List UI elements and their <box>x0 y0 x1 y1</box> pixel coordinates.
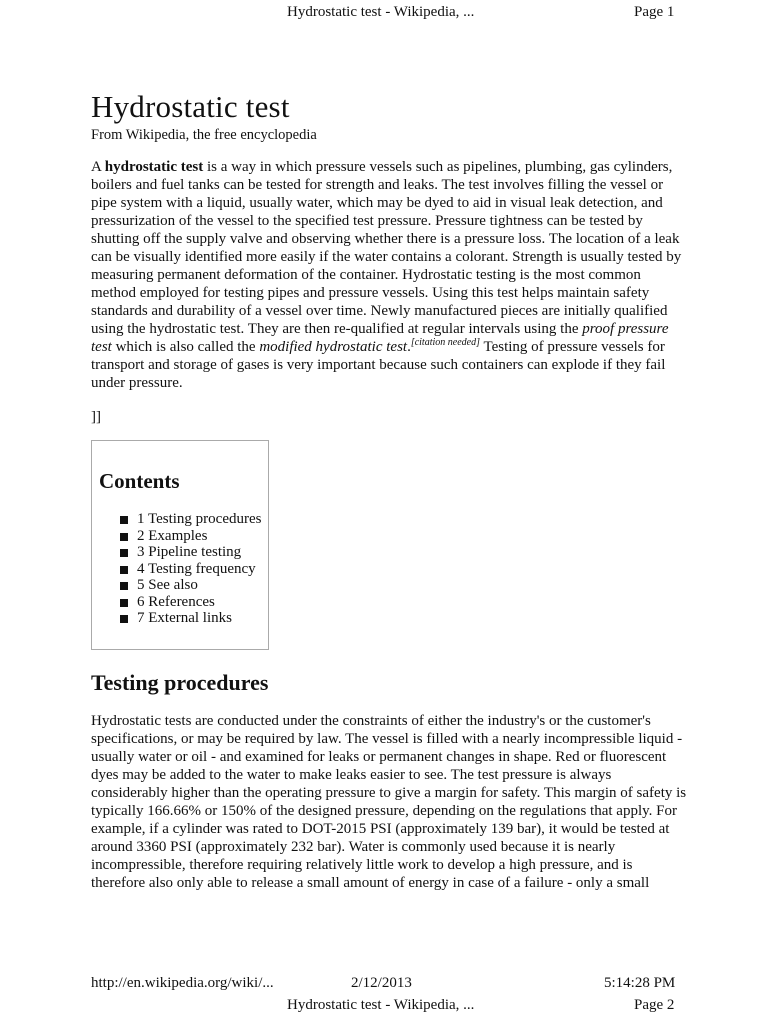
stray-brackets: ]] <box>91 409 101 425</box>
toc-item-see-also[interactable]: 5 See also <box>120 577 261 594</box>
page-header <box>0 2 768 22</box>
intro-paragraph <box>91 158 686 392</box>
footer-time: 5:14:28 PM <box>604 975 676 991</box>
square-bullet-icon <box>120 599 128 607</box>
square-bullet-icon <box>120 549 128 557</box>
page-title: Hydrostatic test <box>91 89 290 124</box>
toc-item-examples[interactable]: 2 Examples <box>120 528 261 545</box>
toc-title: Contents <box>99 469 180 493</box>
section-body: Hydrostatic tests are conducted under the constraints of either the industry's or the customer's specifications, or may be required by law. The vessel is filled with a nearly incompressible liquid - usually water or oil - and examined for leaks or permanent changes in shape. Red or fluorescent dyes may be added to the water to make leaks easier to see. The test pressure is always considerably higher than the operating pressure to give a margin for safety. This margin of safety is typically 166.66% or 150% of the designed pressure, depending on the regulations that apply. For example, if a cylinder was rated to DOT-2015 PSI (approximately 139 bar), it would be tested at around 3360 PSI (approximately 232 bar). Water is commonly used because it is nearly incompressible, therefore requiring relatively little work to develop a high pressure, and is therefore also only able to release a small amount of energy in case of a failure - only a small <box>91 713 687 891</box>
modified-hydrostatic-test-link[interactable]: modified hydrostatic test <box>259 339 408 355</box>
intro-body-3: . <box>407 339 411 355</box>
toc-item-pipeline-testing[interactable]: 3 Pipeline testing <box>120 544 261 561</box>
toc-item-testing-frequency[interactable]: 4 Testing frequency <box>120 561 261 578</box>
table-of-contents <box>91 440 269 650</box>
toc-item-external-links[interactable]: 7 External links <box>120 610 261 627</box>
toc-list <box>120 511 261 627</box>
citation-needed-link[interactable]: [citation needed] <box>410 337 480 348</box>
square-bullet-icon <box>120 615 128 623</box>
footer-title: Hydrostatic test - Wikipedia, ... <box>287 997 475 1013</box>
intro-body-4: Testing of pressure vessels for transport and storage of gases is very important because such containers can explode if they fail under pressure. <box>91 339 666 391</box>
header-title: Hydrostatic test - Wikipedia, ... <box>287 4 475 20</box>
square-bullet-icon <box>120 516 128 524</box>
tagline: From Wikipedia, the free encyclopedia <box>91 127 317 143</box>
intro-lead: A <box>91 159 105 175</box>
footer-page-number: Page 2 <box>634 997 675 1013</box>
header-page-number: Page 1 <box>634 4 675 20</box>
square-bullet-icon <box>120 533 128 541</box>
toc-item-references[interactable]: 6 References <box>120 594 261 611</box>
intro-bold-term: hydrostatic test <box>104 159 204 175</box>
footer-date: 2/12/2013 <box>351 975 412 991</box>
toc-item-testing-procedures[interactable]: 1 Testing procedures <box>120 511 261 528</box>
intro-body-1: is a way in which pressure vessels such as pipelines, plumbing, gas cylinders, boilers and fuel tanks can be tested for strength and leaks. The test involves filling the vessel or pipe system with a liquid, usually water, which may be dyed to aid in visual leak detection, and pressurization of the vessel to the specified test pressure. Pressure tightness can be tested by shutting off the supply valve and observing whether there is a pressure loss. The location of a leak can be visually identified more easily if the water contains a colorant. Strength is usually tested by measuring permanent deformation of the container. Hydrostatic testing is the most common method employed for testing pipes and pressure vessels. Using this test helps maintain safety standards and durability of a vessel over time. Newly manufactured pieces are initially qualified using the hydrostatic test. They are then re-qualified at regular intervals using the <box>91 159 682 337</box>
intro-body-2: which is also called the <box>111 339 260 355</box>
proof-pressure-test-link[interactable]: proof pressure test <box>91 321 669 355</box>
section-heading-testing-procedures: Testing procedures <box>91 670 269 695</box>
footer-url: http://en.wikipedia.org/wiki/... <box>91 975 274 991</box>
square-bullet-icon <box>120 582 128 590</box>
square-bullet-icon <box>120 566 128 574</box>
article <box>91 88 691 426</box>
